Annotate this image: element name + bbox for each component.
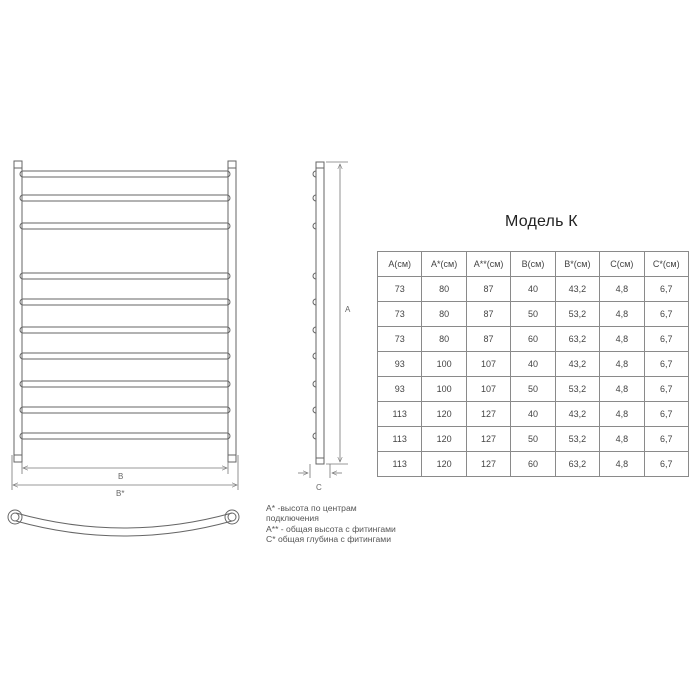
table-cell: 107 <box>466 352 510 377</box>
table-cell: 6,7 <box>644 452 688 477</box>
header-cell: A**(см) <box>466 252 510 277</box>
table-cell: 107 <box>466 377 510 402</box>
dimensions-table <box>377 251 689 477</box>
table-cell: 63,2 <box>555 452 599 477</box>
table-cell: 50 <box>511 377 555 402</box>
table-cell: 6,7 <box>644 402 688 427</box>
table-cell: 80 <box>422 327 466 352</box>
table-cell: 60 <box>511 452 555 477</box>
table-row <box>378 352 689 377</box>
table-row <box>378 302 689 327</box>
table-cell: 127 <box>466 452 510 477</box>
table-cell: 63,2 <box>555 327 599 352</box>
front-view <box>14 161 236 462</box>
table-cell: 113 <box>378 427 422 452</box>
table-cell: 100 <box>422 377 466 402</box>
table-cell: 40 <box>511 402 555 427</box>
table-row <box>378 402 689 427</box>
rung <box>20 223 230 229</box>
table-cell: 53,2 <box>555 427 599 452</box>
table-row <box>378 327 689 352</box>
header-cell: C*(см) <box>644 252 688 277</box>
table-cell: 60 <box>511 327 555 352</box>
table-header-row <box>378 252 689 277</box>
table-cell: 87 <box>466 327 510 352</box>
table-cell: 4,8 <box>600 277 644 302</box>
rung <box>20 433 230 439</box>
rung <box>20 353 230 359</box>
dimension-notes <box>266 503 396 545</box>
rung <box>20 273 230 279</box>
table-cell: 80 <box>422 277 466 302</box>
model-title: Модель К <box>505 213 578 230</box>
table-cell: 50 <box>511 302 555 327</box>
table-row <box>378 277 689 302</box>
table-cell: 53,2 <box>555 302 599 327</box>
header-cell: B*(см) <box>555 252 599 277</box>
dimension-label-b-star: B* <box>116 489 125 498</box>
top-view <box>8 510 239 536</box>
table-cell: 6,7 <box>644 377 688 402</box>
dimension-label-b: B <box>118 472 124 481</box>
table-cell: 87 <box>466 277 510 302</box>
right-upright <box>228 161 236 462</box>
side-upright <box>316 162 324 464</box>
table-cell: 40 <box>511 352 555 377</box>
header-cell: A(см) <box>378 252 422 277</box>
table-cell: 120 <box>422 427 466 452</box>
side-view <box>313 162 324 464</box>
table-cell: 43,2 <box>555 352 599 377</box>
rung <box>20 171 230 177</box>
table-cell: 6,7 <box>644 427 688 452</box>
table-cell: 127 <box>466 427 510 452</box>
width-dimensions <box>12 455 238 490</box>
table-cell: 80 <box>422 302 466 327</box>
table-cell: 43,2 <box>555 402 599 427</box>
depth-dimension <box>298 464 342 478</box>
rung <box>20 381 230 387</box>
table-cell: 120 <box>422 402 466 427</box>
table-cell: 113 <box>378 402 422 427</box>
rung <box>20 407 230 413</box>
table-cell: 4,8 <box>600 452 644 477</box>
table-cell: 73 <box>378 277 422 302</box>
table-cell: 4,8 <box>600 402 644 427</box>
note-a-double-star: A** - общая высота с фитингами <box>266 523 396 534</box>
table-cell: 53,2 <box>555 377 599 402</box>
table-cell: 50 <box>511 427 555 452</box>
table-cell: 87 <box>466 302 510 327</box>
header-cell: C(см) <box>600 252 644 277</box>
table-cell: 73 <box>378 302 422 327</box>
left-upright <box>14 161 22 462</box>
table-cell: 4,8 <box>600 427 644 452</box>
table-cell: 100 <box>422 352 466 377</box>
note-a-star: A* -высота по центрам подключения <box>266 503 357 524</box>
dimension-label-c: C <box>316 483 322 492</box>
table-cell: 6,7 <box>644 327 688 352</box>
table-row <box>378 377 689 402</box>
table-cell: 120 <box>422 452 466 477</box>
table-cell: 4,8 <box>600 302 644 327</box>
table-row <box>378 427 689 452</box>
table-cell: 93 <box>378 352 422 377</box>
table-cell: 113 <box>378 452 422 477</box>
table-body <box>378 277 689 477</box>
table-cell: 4,8 <box>600 377 644 402</box>
header-cell: B(см) <box>511 252 555 277</box>
table-row <box>378 452 689 477</box>
table-cell: 6,7 <box>644 277 688 302</box>
table-cell: 4,8 <box>600 352 644 377</box>
header-cell: A*(см) <box>422 252 466 277</box>
rung <box>20 195 230 201</box>
note-c-star: C* общая глубина с фитингами <box>266 534 391 545</box>
rung <box>20 299 230 305</box>
table-cell: 6,7 <box>644 352 688 377</box>
table-cell: 93 <box>378 377 422 402</box>
table-cell: 4,8 <box>600 327 644 352</box>
table-cell: 6,7 <box>644 302 688 327</box>
table-cell: 43,2 <box>555 277 599 302</box>
table-cell: 73 <box>378 327 422 352</box>
rungs <box>20 171 230 439</box>
table-cell: 40 <box>511 277 555 302</box>
dimension-label-a: A <box>345 305 351 314</box>
rung <box>20 327 230 333</box>
table-cell: 127 <box>466 402 510 427</box>
